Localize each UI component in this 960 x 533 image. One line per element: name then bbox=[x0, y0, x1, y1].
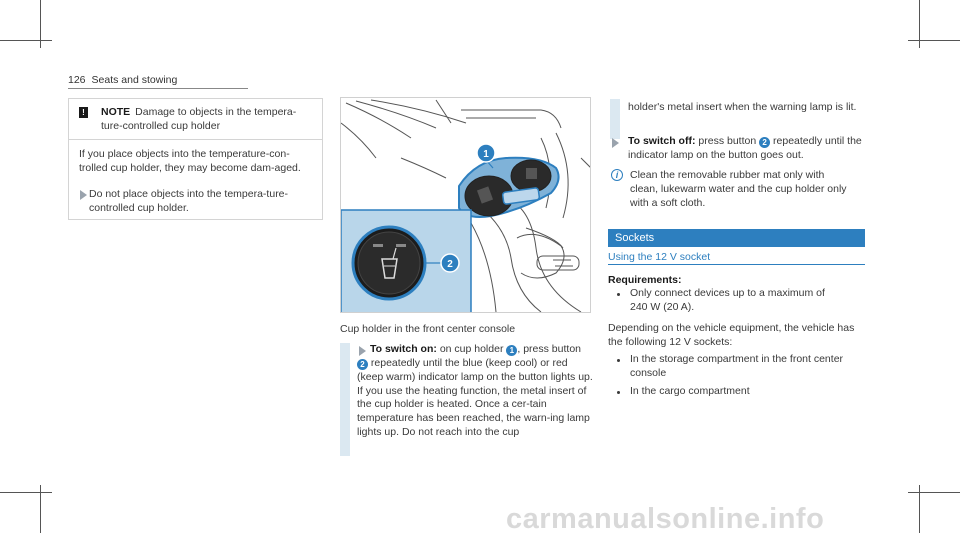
switch-on-step: To switch on: on cup holder 1 , press button 2 repeatedly until the blue (keep cool) or red (keep warm) indicator lamp on the button lights up. If you use the heating function, the metal insert of the cup holder is heated. Once a cer-tain temperature has been reached, the warn-ing lamp lights up. Do not reach into the cup bbox=[357, 343, 593, 439]
console-drawing bbox=[341, 98, 591, 313]
switch-on-label: To switch on: bbox=[370, 343, 437, 355]
location-item: In the cargo compartment bbox=[630, 385, 750, 397]
watermark: carmanualsonline.info bbox=[506, 503, 825, 533]
note-title bbox=[101, 106, 313, 134]
note-label: NOTE bbox=[101, 106, 131, 118]
ref-2-icon: 2 bbox=[357, 359, 368, 370]
section-title: Seats and stowing bbox=[91, 74, 178, 86]
sub-heading-rule bbox=[608, 264, 865, 265]
section-heading-sockets: Sockets bbox=[608, 229, 865, 247]
header-divider bbox=[68, 88, 248, 89]
info-text: Clean the removable rubber mat only with clean, lukewarm water and the cup holder only with a soft cloth. bbox=[630, 169, 847, 209]
page-header bbox=[68, 74, 177, 88]
bullet bbox=[617, 359, 620, 362]
note-body: If you place objects into the temperature-con-trolled cup holder, they may become dam-aged. bbox=[79, 148, 301, 174]
crop-mark bbox=[908, 40, 960, 41]
bullet bbox=[617, 391, 620, 394]
continued-text: holder's metal insert when the warning lamp is lit. bbox=[628, 101, 857, 113]
callout-1-label: 1 bbox=[483, 149, 489, 160]
requirement-item: Only connect devices up to a maximum of 240 W (20 A). bbox=[630, 287, 825, 313]
page-number: 126 bbox=[68, 74, 86, 86]
location-item: In the storage compartment in the front center console bbox=[630, 353, 844, 379]
note-box bbox=[68, 98, 323, 220]
crop-mark bbox=[0, 492, 52, 493]
crop-mark bbox=[0, 40, 52, 41]
info-icon: i bbox=[611, 169, 623, 181]
ref-1-icon: 1 bbox=[506, 345, 517, 356]
switch-off-label: To switch off: bbox=[628, 135, 696, 147]
note-heading: Damage to objects in the tempera-ture-controlled cup holder bbox=[101, 106, 297, 132]
continuation-bar bbox=[610, 99, 620, 139]
crop-mark bbox=[908, 492, 960, 493]
requirements-label: Requirements: bbox=[608, 274, 682, 286]
bullet bbox=[617, 293, 620, 296]
continuation-bar bbox=[340, 343, 350, 456]
cup-holder-illustration bbox=[340, 97, 591, 313]
figure-caption: Cup holder in the front center console bbox=[340, 323, 516, 335]
sub-heading: Using the 12 V socket bbox=[608, 251, 711, 263]
depending-text: Depending on the vehicle equipment, the vehicle has the following 12 V sockets: bbox=[608, 322, 855, 348]
step-arrow-icon bbox=[80, 190, 87, 200]
step-arrow-icon bbox=[612, 138, 619, 148]
note-header bbox=[69, 99, 322, 140]
exclamation-icon: ! bbox=[79, 107, 88, 118]
ref-2-icon: 2 bbox=[759, 137, 770, 148]
callout-2-label: 2 bbox=[447, 259, 453, 270]
heating-warning-text: If you use the heating function, the metal insert of the cup holder is heated. Once a cer-tain temperature has been reached, the warn-ing lamp lights up. Do not reach into the cup bbox=[357, 384, 590, 439]
switch-off-step: To switch off: press button 2 repeatedly until the indicator lamp on the button goes out. bbox=[628, 135, 862, 161]
note-step: Do not place objects into the tempera-ture-controlled cup holder. bbox=[89, 188, 289, 214]
